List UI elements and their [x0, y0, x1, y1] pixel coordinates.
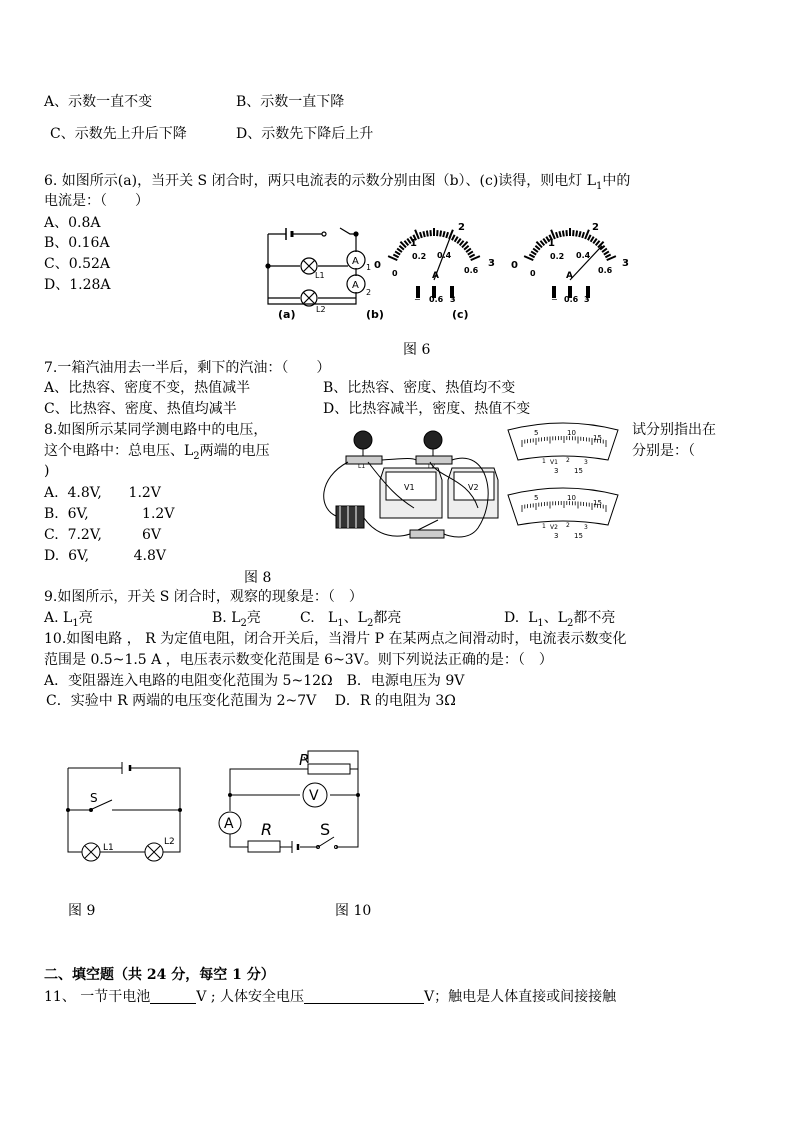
meter-c — [524, 228, 616, 298]
scale-tick — [468, 251, 473, 254]
svg-text:3: 3 — [450, 295, 456, 304]
svg-text:3: 3 — [554, 532, 559, 540]
fig10-v-label: V — [309, 788, 319, 804]
q7-option-d: D、比热容减半，密度、热值不变 — [323, 401, 531, 417]
q6-option-d: D、1.28A — [44, 277, 111, 293]
scale-tick — [533, 248, 538, 252]
fig10-r-label: R — [261, 820, 273, 839]
fig9-lamp1-label: L1 — [103, 843, 114, 853]
scale-tick — [395, 251, 400, 254]
fig8-v1-label: V1 — [404, 483, 415, 492]
scale-tick — [460, 241, 464, 246]
svg-text:2: 2 — [566, 522, 570, 529]
q11-line: 11、 一节干电池 V ; 人体安全电压 V；触电是人体直接或间接接触 — [44, 989, 617, 1005]
svg-text:1: 1 — [548, 238, 555, 249]
section-2-heading: 二、填空题（共 24 分，每空 1 分） — [44, 967, 275, 983]
scale-tick — [602, 248, 607, 252]
fig6a-meter2-label: A — [352, 280, 359, 291]
q7-stem: 7.一箱汽油用去一半后，剩下的汽油：（ ） — [44, 360, 331, 376]
q8-option-d: D. 6V, 4.8V — [44, 548, 166, 564]
q6-option-c: C、0.52A — [44, 256, 110, 272]
svg-text:0.2: 0.2 — [412, 252, 427, 261]
scale-tick — [469, 255, 474, 258]
scale-tick — [420, 232, 422, 238]
scale-tick — [446, 232, 448, 238]
svg-text:L2: L2 — [428, 463, 436, 470]
q7-option-b: B、比热容、密度、热值均不变 — [323, 380, 516, 396]
svg-text:2: 2 — [592, 222, 599, 233]
scale-tick — [529, 255, 534, 258]
svg-text:1: 1 — [410, 238, 417, 249]
scale-tick — [543, 239, 546, 244]
q9-option-d: D. $L_1$、$L_2$都不亮 — [504, 610, 616, 629]
svg-text:0.6: 0.6 — [598, 266, 613, 275]
q8-option-b: B. 6V, 1.2V — [44, 506, 175, 522]
scale-tick — [540, 241, 544, 246]
q8-stem-1: 8.如图所示某同学测电路中的电压， — [44, 422, 268, 438]
scale-tick — [457, 239, 460, 244]
q8-stem-1-right: 试分别指出在 — [632, 422, 716, 438]
q9-option-b: B. $L_2$亮 — [212, 610, 261, 629]
scale-tick — [591, 237, 594, 242]
q9-option-a: A. $L_1$亮 — [44, 610, 93, 629]
q8-stem-2-right: 分别是：（ — [632, 443, 695, 459]
q7-option-c: C、比热容、密度、热值均减半 — [44, 401, 237, 417]
svg-text:V1: V1 — [550, 459, 558, 466]
svg-text:10: 10 — [567, 494, 576, 502]
svg-text:0: 0 — [511, 260, 518, 271]
fig6-label-a: (a) — [278, 308, 296, 321]
q8-option-a: A. 4.8V, 1.2V — [44, 485, 161, 501]
scale-tick — [531, 251, 536, 254]
svg-text:V2: V2 — [550, 524, 558, 531]
figure-10-caption: 图 10 — [335, 903, 372, 919]
svg-text:10: 10 — [567, 429, 576, 437]
scale-tick — [399, 246, 404, 250]
scale-tick — [423, 231, 424, 237]
q10-option-cd: C．实验中 R 两端的电压变化范围为 2~7V D．R 的电阻为 3Ω — [46, 693, 456, 709]
scale-tick — [559, 231, 560, 237]
svg-text:15: 15 — [574, 467, 583, 475]
fig6-label-b: (b) — [366, 308, 384, 321]
scale-tick — [455, 237, 458, 242]
q10-stem-2: 范围是 0.5~1.5 A ，电压表示数变化范围是 6~3V。则下列说法正确的是：（ ） — [44, 652, 553, 668]
scale-tick — [397, 248, 402, 252]
svg-text:5: 5 — [534, 494, 539, 502]
svg-text:5: 5 — [534, 429, 539, 437]
q6-option-b: B、0.16A — [44, 235, 110, 251]
figure-6-caption: 图 6 — [403, 342, 431, 358]
svg-text:1: 1 — [542, 523, 546, 530]
scale-tick — [443, 231, 444, 237]
figure-10 — [208, 745, 378, 860]
svg-text:3: 3 — [584, 524, 588, 531]
fig10-p-label: P — [299, 751, 309, 769]
q10-option-ab: A．变阻器连入电路的电阻变化范围为 5~12Ω B．电源电压为 9V — [44, 673, 465, 689]
fig9-lamp2-label: L2 — [164, 837, 175, 847]
svg-text:0.6: 0.6 — [564, 295, 579, 304]
scale-tick — [452, 235, 455, 240]
q11-blank-2[interactable] — [304, 989, 424, 1004]
scale-tick — [427, 231, 428, 237]
svg-text:−: − — [551, 295, 558, 304]
scale-tick — [535, 246, 540, 250]
svg-text:0: 0 — [374, 260, 381, 271]
q10-stem-1: 10.如图电路 ， R 为定值电阻，闭合开关后，当滑片 P 在某两点之间滑动时，电流表示数变化 — [44, 631, 627, 647]
svg-text:−: − — [414, 295, 421, 304]
svg-text:2: 2 — [366, 288, 372, 297]
fig9-switch-label: S — [90, 791, 98, 805]
q6-stem: 6. 如图所示(a)，当开关 S 闭合时，两只电流表的示数分别由图（b）、(c)读得，则电灯 $L_1$中的 — [44, 173, 631, 192]
scale-tick — [466, 248, 471, 252]
figure-8-caption: 图 8 — [244, 570, 272, 586]
figure-8 — [318, 418, 630, 548]
fig8-v2-label: V2 — [468, 483, 479, 492]
svg-text:A: A — [566, 271, 573, 281]
meter-b — [388, 228, 480, 298]
q6-option-a: A、0.8A — [44, 215, 101, 231]
svg-text:2: 2 — [566, 457, 570, 464]
scale-tick — [563, 231, 564, 237]
svg-text:3: 3 — [584, 295, 590, 304]
q6-stem-2: 电流是：（ ） — [44, 193, 149, 209]
svg-text:15: 15 — [593, 499, 602, 507]
svg-text:1: 1 — [542, 458, 546, 465]
fig10-s-label: S — [320, 820, 331, 839]
fig10-circuit — [219, 751, 360, 853]
figure-9-caption: 图 9 — [68, 903, 96, 919]
svg-text:0: 0 — [392, 269, 398, 278]
fig6a-lamp1-label: L1 — [315, 271, 325, 280]
figure-6 — [262, 218, 642, 328]
q9-option-c: C. $L_1$、$L_2$都亮 — [300, 610, 402, 629]
scale-tick — [588, 235, 591, 240]
svg-text:3: 3 — [488, 258, 495, 269]
svg-text:2: 2 — [458, 222, 465, 233]
svg-text:1: 1 — [366, 263, 372, 272]
q8-stem-3: ) — [44, 463, 50, 479]
svg-text:0.4: 0.4 — [576, 251, 591, 260]
svg-text:3: 3 — [622, 258, 629, 269]
fig6-label-c: (c) — [452, 308, 469, 321]
scale-tick — [582, 232, 584, 238]
svg-text:15: 15 — [593, 434, 602, 442]
scale-tick — [605, 255, 610, 258]
svg-text:15: 15 — [574, 532, 583, 540]
q5-option-a: A、示数一直不变 — [44, 94, 153, 110]
scale-tick — [576, 231, 577, 237]
fig6a-circuit — [266, 228, 365, 306]
q8-stem-2: 这个电路中：总电压、$L_2$两端的电压 — [44, 443, 270, 462]
q7-option-a: A、比热容、密度不变，热值减半 — [44, 380, 251, 396]
scale-tick — [579, 231, 580, 237]
q5-option-d: D、示数先下降后上升 — [236, 126, 374, 142]
svg-text:0.4: 0.4 — [437, 251, 452, 260]
svg-text:0.6: 0.6 — [429, 295, 444, 304]
figure-9 — [60, 760, 190, 880]
svg-text:3: 3 — [554, 467, 559, 475]
q8-option-c: C. 7.2V, 6V — [44, 527, 162, 543]
svg-text:0.6: 0.6 — [464, 266, 479, 275]
scale-tick — [593, 239, 596, 244]
svg-text:3: 3 — [584, 459, 588, 466]
fig6a-meter1-label: A — [352, 256, 359, 267]
svg-text:A: A — [432, 271, 439, 281]
scale-tick — [556, 232, 558, 238]
scale-tick — [604, 251, 609, 254]
fig6a-lamp2-label: L2 — [316, 305, 326, 314]
svg-text:0: 0 — [530, 269, 536, 278]
scale-tick — [596, 241, 600, 246]
svg-text:L1: L1 — [358, 463, 366, 470]
q11-blank-1[interactable] — [150, 989, 196, 1004]
scale-tick — [404, 241, 408, 246]
scale-tick — [464, 246, 469, 250]
q5-option-c: C、示数先上升后下降 — [50, 126, 187, 142]
scale-tick — [393, 255, 398, 258]
scale-tick — [440, 231, 441, 237]
q5-option-b: B、示数一直下降 — [236, 94, 345, 110]
q9-stem: 9.如图所示，开关 S 闭合时，观察的现象是：（ ） — [44, 589, 363, 605]
fig10-a-label: A — [224, 816, 234, 832]
svg-text:0.2: 0.2 — [550, 252, 565, 261]
